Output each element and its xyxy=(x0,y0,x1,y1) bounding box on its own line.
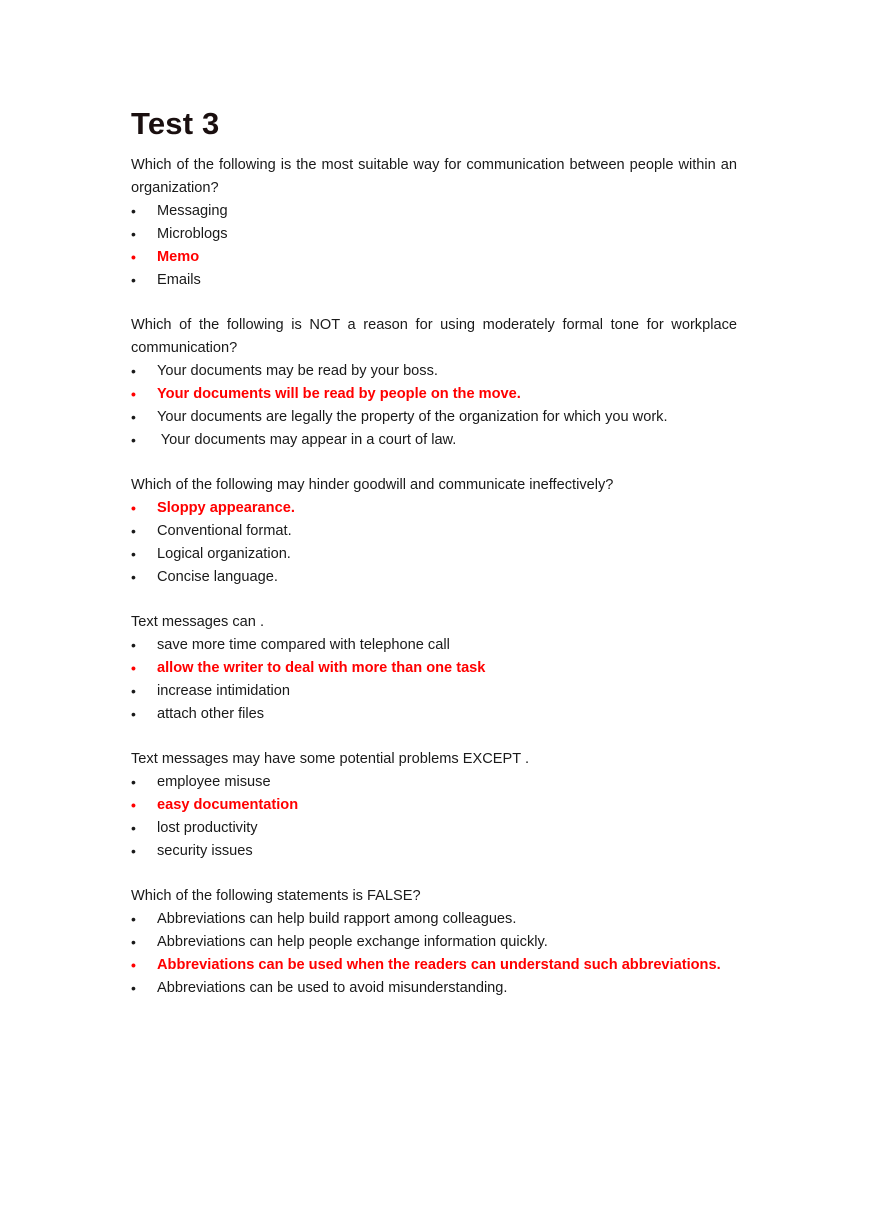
option-text: allow the writer to deal with more than one task xyxy=(157,660,486,676)
option-text: attach other files xyxy=(157,706,265,722)
option-item xyxy=(131,840,737,863)
bullet-icon: • xyxy=(131,980,136,996)
page-title: Test 3 xyxy=(131,106,220,141)
option-item xyxy=(131,703,737,726)
bullet-icon: • xyxy=(131,432,136,448)
question-3 xyxy=(131,474,737,589)
option-text: easy documentation xyxy=(157,797,299,813)
option-list xyxy=(131,200,737,292)
bullet-icon: • xyxy=(131,226,136,242)
option-item xyxy=(131,360,737,383)
option-item xyxy=(131,680,737,703)
bullet-icon: • xyxy=(131,386,136,402)
question-text: Which of the following is NOT a reason for using moderately formal tone for workplace communication? xyxy=(131,317,737,356)
bullet-icon: • xyxy=(131,569,136,585)
option-list xyxy=(131,360,737,452)
option-item xyxy=(131,223,737,246)
option-item xyxy=(131,566,737,589)
option-item xyxy=(131,817,737,840)
bullet-icon: • xyxy=(131,546,136,562)
option-text: Logical organization. xyxy=(157,546,291,562)
option-text: Your documents are legally the property of the organization for which you work. xyxy=(157,409,668,425)
option-item xyxy=(131,269,737,292)
bullet-icon: • xyxy=(131,363,136,379)
option-text: increase intimidation xyxy=(157,683,291,699)
bullet-icon: • xyxy=(131,820,136,836)
question-text: Which of the following is the most suitable way for communication between people within an organization? xyxy=(131,157,737,196)
question-list xyxy=(131,154,737,1000)
option-text: save more time compared with telephone call xyxy=(157,637,450,653)
bullet-icon: • xyxy=(131,409,136,425)
option-text: Conventional format. xyxy=(157,523,292,539)
option-text: Sloppy appearance. xyxy=(157,500,295,516)
option-list xyxy=(131,908,737,1000)
option-item xyxy=(131,977,737,1000)
option-text: lost productivity xyxy=(157,820,258,836)
question-4 xyxy=(131,611,737,726)
question-6 xyxy=(131,885,737,1000)
option-text: Your documents will be read by people on the move. xyxy=(157,386,521,402)
question-text: Text messages may have some potential problems EXCEPT . xyxy=(131,751,529,767)
bullet-icon: • xyxy=(131,706,136,722)
option-item xyxy=(131,429,737,452)
option-text: Abbreviations can help people exchange information quickly. xyxy=(157,934,548,950)
option-item xyxy=(131,543,737,566)
bullet-icon: • xyxy=(131,272,136,288)
option-item xyxy=(131,634,737,657)
bullet-icon: • xyxy=(131,683,136,699)
option-text: Microblogs xyxy=(157,226,228,242)
option-item-correct xyxy=(131,794,737,817)
bullet-icon: • xyxy=(131,500,136,516)
option-text: Messaging xyxy=(157,203,228,219)
question-2 xyxy=(131,314,737,452)
question-5 xyxy=(131,748,737,863)
option-item xyxy=(131,931,737,954)
option-item-correct xyxy=(131,657,737,680)
option-text: Memo xyxy=(157,249,200,265)
question-text: Text messages can . xyxy=(131,614,265,630)
option-text: Abbreviations can be used to avoid misunderstanding. xyxy=(157,980,508,996)
option-text: Abbreviations can be used when the readers can understand such abbreviations. xyxy=(157,957,721,973)
option-text: Your documents may be read by your boss. xyxy=(157,363,438,379)
bullet-icon: • xyxy=(131,911,136,927)
bullet-icon: • xyxy=(131,934,136,950)
option-text: Your documents may appear in a court of law. xyxy=(157,432,457,448)
option-text: employee misuse xyxy=(157,774,271,790)
option-item xyxy=(131,406,737,429)
option-item-correct xyxy=(131,954,737,977)
option-item-correct xyxy=(131,246,737,269)
bullet-icon: • xyxy=(131,249,136,265)
bullet-icon: • xyxy=(131,797,136,813)
bullet-icon: • xyxy=(131,637,136,653)
option-item xyxy=(131,200,737,223)
bullet-icon: • xyxy=(131,774,136,790)
bullet-icon: • xyxy=(131,523,136,539)
question-1 xyxy=(131,154,737,292)
option-item xyxy=(131,908,737,931)
bullet-icon: • xyxy=(131,660,136,676)
option-item xyxy=(131,771,737,794)
option-text: Emails xyxy=(157,272,201,288)
document-page xyxy=(131,104,737,1022)
bullet-icon: • xyxy=(131,843,136,859)
option-list xyxy=(131,497,737,589)
option-text: Concise language. xyxy=(157,569,278,585)
option-list xyxy=(131,771,737,863)
question-text: Which of the following statements is FALSE? xyxy=(131,888,421,904)
option-text: Abbreviations can help build rapport among colleagues. xyxy=(157,911,517,927)
option-item-correct xyxy=(131,383,737,406)
question-text: Which of the following may hinder goodwill and communicate ineffectively? xyxy=(131,477,614,493)
option-item-correct xyxy=(131,497,737,520)
option-item xyxy=(131,520,737,543)
option-list xyxy=(131,634,737,726)
bullet-icon: • xyxy=(131,203,136,219)
bullet-icon: • xyxy=(131,957,136,973)
option-text: security issues xyxy=(157,843,253,859)
